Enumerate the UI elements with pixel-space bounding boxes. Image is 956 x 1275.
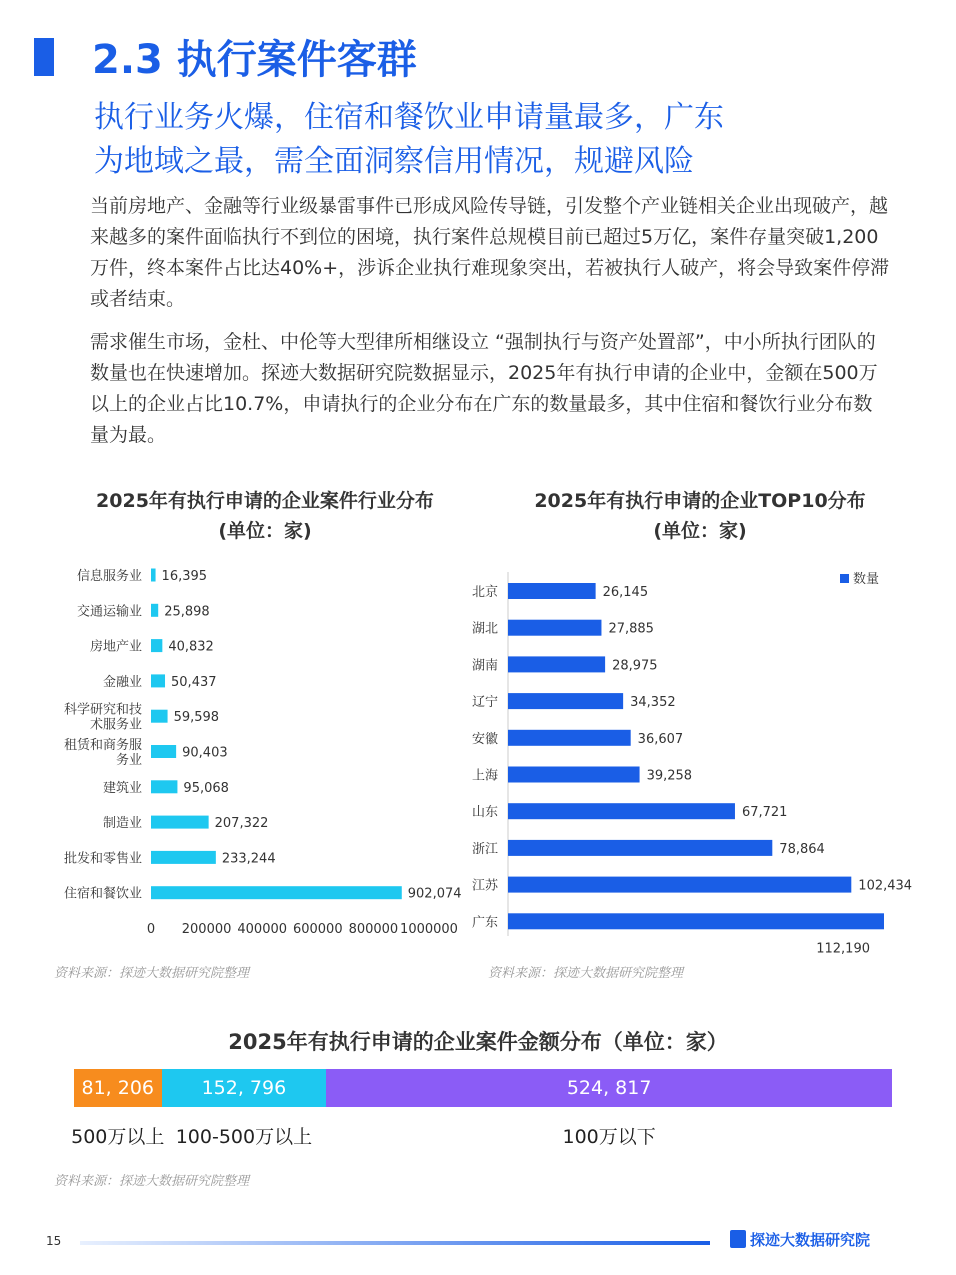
region-value-label: 112,190	[816, 941, 870, 957]
industry-x-tick-label: 1000000	[400, 922, 458, 937]
amount-stacked-bar	[74, 1069, 892, 1107]
region-category-label: 江苏	[471, 878, 498, 894]
region-category-label: 浙江	[471, 841, 498, 857]
industry-category-label: 租赁和商务服	[63, 738, 142, 753]
region-category-label: 湖南	[471, 658, 498, 674]
industry-value-label: 207,322	[214, 816, 269, 832]
industry-category-label: 务业	[115, 753, 142, 768]
industry-bar	[151, 886, 402, 899]
region-value-label: 26,145	[602, 585, 649, 600]
region-bar	[508, 767, 640, 783]
region-category-label: 辽宁	[471, 695, 498, 711]
page-number: 15	[46, 1234, 62, 1248]
footer-divider	[80, 1241, 710, 1245]
industry-category-label: 交通运输业	[76, 604, 142, 620]
region-chart-source: 资料来源：探迹大数据研究院整理	[488, 966, 684, 981]
amount-value-label: 152, 796	[201, 1077, 287, 1099]
region-bar	[508, 877, 851, 893]
footer-brand: 探迹大数据研究院	[750, 1231, 871, 1249]
subtitle-line-2: 为地域之最，需全面洞察信用情况，规避风险	[94, 144, 694, 179]
industry-category-label: 科学研究和技	[63, 702, 142, 718]
industry-bar	[151, 745, 176, 758]
amount-category-label: 100万以下	[562, 1126, 656, 1148]
industry-chart-subtitle: (单位：家)	[218, 520, 312, 542]
region-bar	[508, 840, 772, 856]
industry-x-tick-label: 800000	[348, 922, 399, 937]
industry-bar	[151, 569, 156, 582]
industry-category-label: 金融业	[102, 674, 142, 690]
region-bar-chart	[470, 562, 930, 962]
industry-bar	[151, 639, 162, 652]
paragraph-2: 需求催生市场，金杜、中伦等大型律所相继设立 “强制执行与资产处置部”，中小所执行团队的数量也在快速增加。探迹大数据研究院数据显示，2025年有执行申请的企业中，金额在500万以上的企业占比10.7%，申请执行的企业分布在广东的数量最多，其中住宿和餐饮行业分布数量为最。	[90, 331, 878, 446]
industry-x-tick-label: 0	[146, 922, 156, 937]
industry-x-tick-label: 200000	[181, 922, 232, 937]
industry-category-label: 房地产业	[89, 639, 142, 655]
paragraph-1: 当前房地产、金融等行业级暴雷事件已形成风险传导链，引发整个产业链相关企业出现破产，越来越多的案件面临执行不到位的困境，执行案件总规模目前已超过5万亿，案件存量突破1,200万件，终本案件占比达40%+，涉诉企业执行难现象突出，若被执行人破产，将会导致案件停滞或者结束。	[90, 195, 890, 310]
region-category-label: 北京	[471, 585, 498, 600]
amount-chart-title: 2025年有执行申请的企业案件金额分布（单位：家）	[228, 1030, 728, 1054]
region-value-label: 28,975	[612, 658, 658, 674]
industry-bar	[151, 780, 177, 793]
industry-value-label: 90,403	[182, 745, 228, 761]
subtitle-line-1: 执行业务火爆，住宿和餐饮业申请量最多，广东	[94, 100, 724, 135]
industry-value-label: 95,068	[183, 780, 229, 796]
region-bar	[508, 583, 596, 599]
industry-category-label: 批发和零售业	[63, 851, 142, 867]
amount-value-label: 81, 206	[81, 1077, 155, 1099]
industry-value-label: 40,832	[168, 639, 214, 655]
industry-category-label: 术服务业	[89, 717, 142, 733]
region-chart-title: 2025年有执行申请的企业TOP10分布	[534, 490, 866, 512]
region-value-label: 39,258	[646, 768, 693, 784]
industry-value-label: 59,598	[173, 710, 220, 726]
industry-category-label: 制造业	[102, 816, 142, 832]
region-bar	[508, 803, 735, 819]
industry-category-label: 住宿和餐饮业	[63, 886, 142, 902]
region-value-label: 27,885	[608, 621, 654, 637]
amount-chart-source: 资料来源：探迹大数据研究院整理	[54, 1174, 250, 1189]
brand-logo-icon	[730, 1230, 746, 1248]
industry-value-label: 16,395	[161, 569, 208, 584]
industry-x-tick-label: 400000	[237, 922, 288, 937]
region-value-label: 36,607	[637, 731, 684, 747]
amount-value-label: 524, 817	[566, 1077, 652, 1099]
amount-category-label: 500万以上	[71, 1126, 165, 1148]
industry-value-label: 25,898	[164, 604, 210, 620]
heading-accent-bar	[34, 38, 54, 76]
industry-bar	[151, 604, 158, 617]
industry-bar	[151, 674, 165, 687]
region-bar	[508, 656, 605, 672]
region-legend-label: 数量	[853, 572, 880, 587]
region-bar	[508, 620, 601, 636]
industry-value-label: 233,244	[221, 851, 276, 867]
region-category-label: 广东	[471, 915, 498, 931]
region-category-label: 上海	[471, 768, 498, 784]
industry-category-label: 信息服务业	[76, 569, 142, 584]
region-category-label: 山东	[471, 805, 498, 821]
industry-chart-title: 2025年有执行申请的企业案件行业分布	[96, 490, 434, 512]
region-bar	[508, 913, 884, 929]
industry-bar	[151, 851, 216, 864]
industry-category-label: 建筑业	[102, 780, 142, 796]
region-bar	[508, 730, 631, 746]
region-legend-swatch	[840, 574, 849, 583]
region-value-label: 67,721	[741, 805, 788, 821]
region-value-label: 102,434	[858, 878, 913, 894]
industry-bar	[151, 710, 168, 723]
amount-category-label: 100-500万以上	[175, 1126, 313, 1148]
industry-x-tick-label: 600000	[292, 922, 343, 937]
industry-bar	[151, 816, 209, 829]
page-title: 2.3 执行案件客群	[92, 37, 417, 83]
region-value-label: 34,352	[630, 695, 676, 711]
industry-value-label: 50,437	[171, 674, 217, 690]
region-category-label: 湖北	[471, 621, 498, 637]
industry-chart-source: 资料来源：探迹大数据研究院整理	[54, 966, 250, 981]
industry-value-label: 902,074	[407, 886, 462, 902]
region-chart-subtitle: (单位：家)	[653, 520, 747, 542]
region-category-label: 安徽	[471, 731, 498, 747]
region-value-label: 78,864	[779, 841, 825, 857]
industry-bar-chart	[0, 555, 480, 945]
region-bar	[508, 693, 623, 709]
